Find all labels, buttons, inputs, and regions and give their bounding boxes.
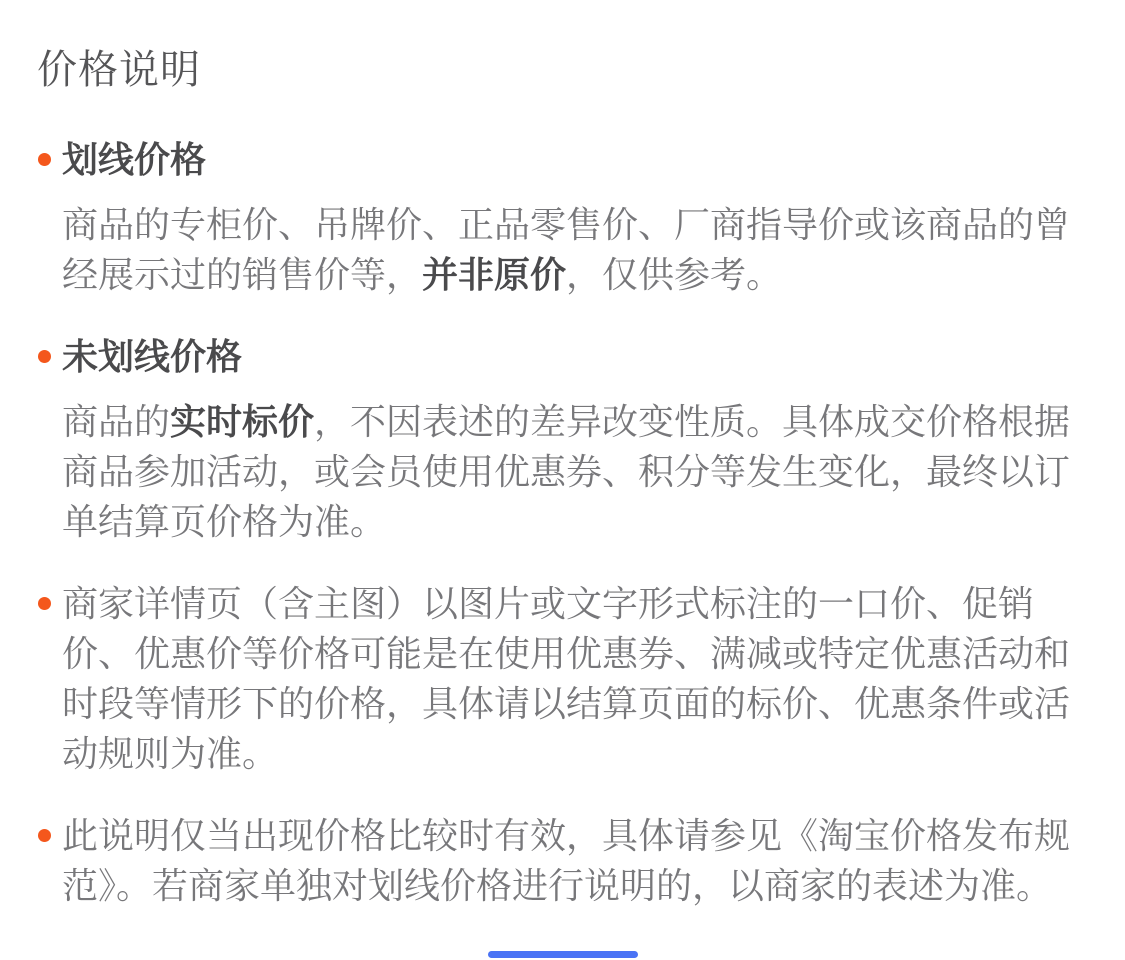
text-segment: 此说明仅当出现价格比较时有效，具体请参见《淘宝价格发布规范》。若商家单独对划线价格进行说明的，以商家的表述为准。	[62, 815, 1071, 906]
item-paragraph	[62, 579, 1072, 779]
item-paragraph	[62, 200, 1072, 300]
price-note-list	[37, 135, 1072, 911]
page-title: 价格说明	[37, 48, 201, 92]
text-segment: 商品的	[62, 401, 171, 442]
bullet-dot-icon	[38, 350, 51, 363]
list-item-strikethrough-price	[37, 135, 1072, 300]
text-segment: ，不因表述的差异改变性质。具体成交价格根据商品参加活动，或会员使用优惠券、积分等发生变化，最终以订单结算页价格为准。	[62, 401, 1071, 542]
item-heading-strikethrough-price: 划线价格	[62, 139, 207, 180]
list-item-unstrikethrough-price	[37, 332, 1072, 547]
text-segment: ，仅供参考。	[566, 254, 783, 295]
text-segment-emphasis: 并非原价	[422, 254, 567, 295]
text-segment-emphasis: 实时标价	[170, 401, 315, 442]
item-paragraph	[62, 397, 1072, 547]
bottom-accent-bar	[488, 951, 638, 958]
text-segment: 商品的专柜价、吊牌价、正品零售价、厂商指导价或该商品的曾经展示过的销售价等，	[62, 204, 1071, 295]
bullet-dot-icon	[38, 597, 51, 610]
list-item-detail-page-note	[37, 579, 1072, 779]
item-heading-unstrikethrough-price: 未划线价格	[62, 336, 243, 377]
text-segment: 商家详情页（含主图）以图片或文字形式标注的一口价、促销价、优惠价等价格可能是在使用优惠券、满减或特定优惠活动和时段等情形下的价格，具体请以结算页面的标价、优惠条件或活动规则为准。	[62, 583, 1071, 774]
bullet-dot-icon	[38, 153, 51, 166]
item-paragraph	[62, 811, 1072, 911]
bullet-dot-icon	[38, 829, 51, 842]
list-item-validity-note	[37, 811, 1072, 911]
